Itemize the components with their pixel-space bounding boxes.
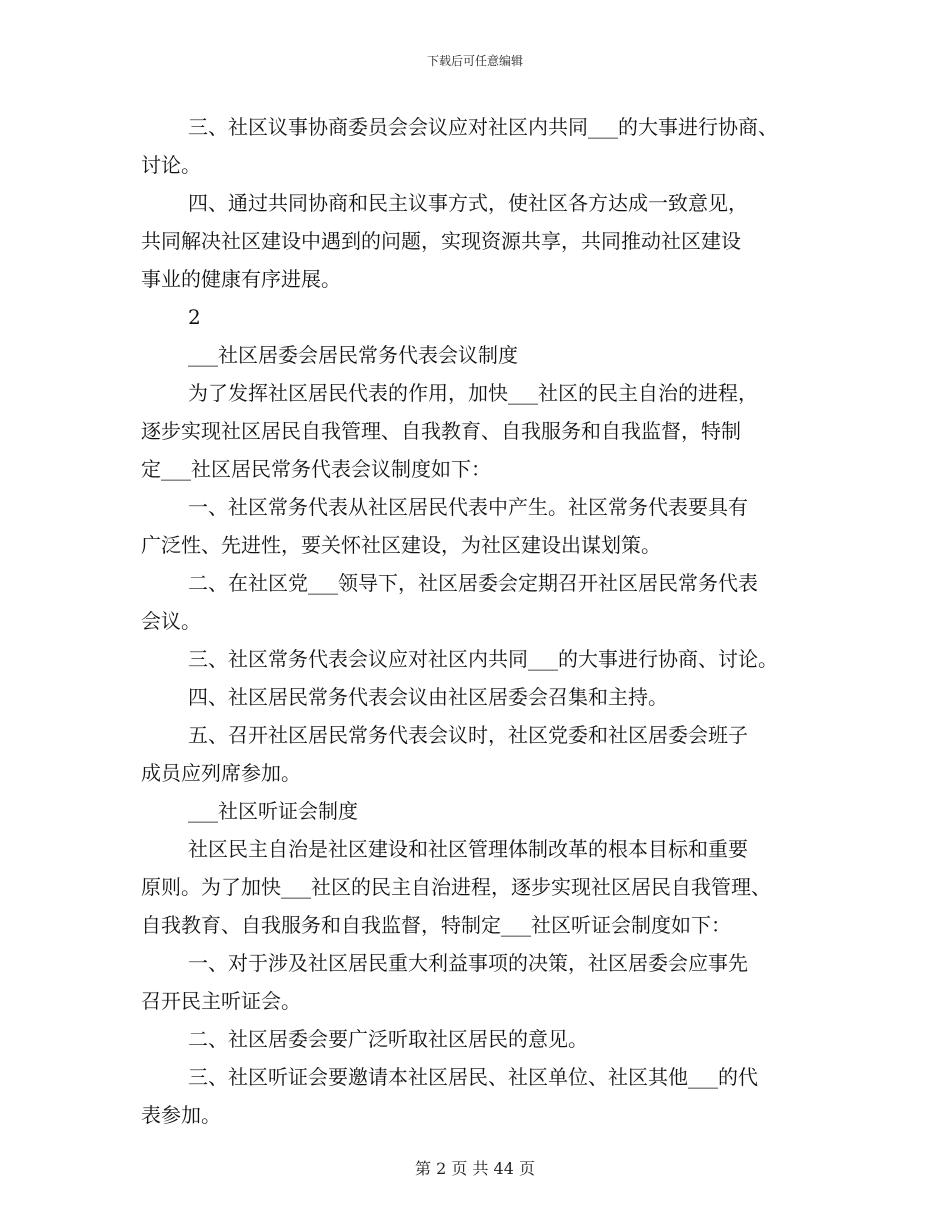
text-line: 三、社区听证会要邀请本社区居民、社区单位、社区其他___的代 — [188, 1065, 758, 1089]
page-footer: 第 2 页 共 44 页 — [415, 1159, 535, 1178]
text-line: 为了发挥社区居民代表的作用，加快___社区的民主自治的进程， — [188, 381, 758, 405]
text-line: 自我教育、自我服务和自我监督，特制定___社区听证会制度如下： — [141, 913, 731, 937]
section-title: ___社区居委会居民常务代表会议制度 — [188, 343, 518, 367]
text-line: 二、社区居委会要广泛听取社区居民的意见。 — [188, 1027, 588, 1051]
document-body — [141, 108, 841, 1134]
text-line: 一、社区常务代表从社区居民代表中产生。社区常务代表要具有 — [188, 495, 748, 519]
text-line: 共同解决社区建设中遇到的问题，实现资源共享，共同推动社区建设 — [141, 229, 741, 253]
text-line: 事业的健康有序进展。 — [141, 267, 341, 291]
text-line: 会议。 — [141, 609, 201, 633]
page-header: 下载后可任意编辑 — [426, 54, 523, 68]
text-line: 二、在社区党___领导下，社区居委会定期召开社区居民常务代表 — [188, 571, 758, 595]
section-title: ___社区听证会制度 — [188, 799, 358, 823]
text-line: 召开民主听证会。 — [141, 989, 301, 1013]
text-line: 三、社区常务代表会议应对社区内共同___的大事进行协商、讨论。 — [188, 647, 778, 671]
text-line: 表参加。 — [141, 1103, 221, 1127]
text-line: 广泛性、先进性，要关怀社区建设，为社区建设出谋划策。 — [141, 533, 661, 557]
text-line: 成员应列席参加。 — [141, 761, 301, 785]
text-line: 社区民主自治是社区建设和社区管理体制改革的根本目标和重要 — [188, 837, 748, 861]
text-line: 一、对于涉及社区居民重大利益事项的决策，社区居委会应事先 — [188, 951, 748, 975]
text-line: 三、社区议事协商委员会会议应对社区内共同___的大事进行协商、 — [188, 115, 778, 139]
text-line: 四、社区居民常务代表会议由社区居委会召集和主持。 — [188, 685, 668, 709]
text-line: 五、召开社区居民常务代表会议时，社区党委和社区居委会班子 — [188, 723, 748, 747]
section-number: 2 — [188, 305, 201, 329]
text-line: 逐步实现社区居民自我管理、自我教育、自我服务和自我监督，特制 — [141, 419, 741, 443]
text-line: 定___社区居民常务代表会议制度如下： — [141, 457, 491, 481]
text-line: 四、通过共同协商和民主议事方式，使社区各方达成一致意见， — [188, 191, 748, 215]
text-line: 讨论。 — [141, 153, 201, 177]
text-line: 原则。为了加快___社区的民主自治进程，逐步实现社区居民自我管理、 — [141, 875, 771, 899]
